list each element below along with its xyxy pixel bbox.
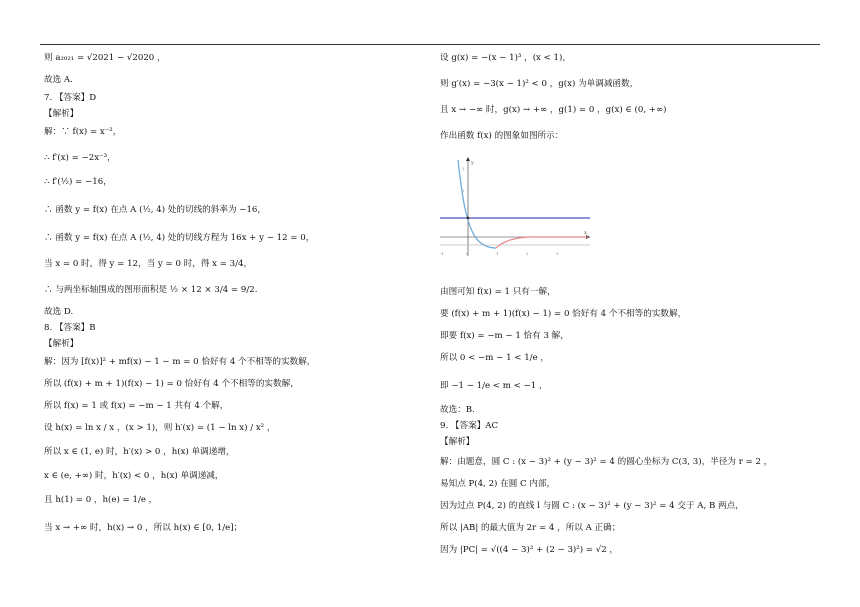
text-line: 即要 f(x) = −m − 1 恰有 3 解， — [440, 331, 569, 341]
text-line: 故选 A. — [44, 75, 73, 85]
text-line: x ∈ (e, +∞) 时，h′(x) < 0 ，h(x) 单调递减， — [44, 471, 224, 481]
intersection-point — [467, 217, 470, 220]
text-line: 要 (f(x) + m + 1)(f(x) − 1) = 0 恰好有 4 个不相等的实数解， — [440, 309, 687, 319]
text-line: 设 h(x) = ln x / x ，(x > 1)，则 h′(x) = (1 − ln x) / x² ， — [44, 423, 276, 433]
tick-label: 3 — [462, 166, 465, 171]
text-line: 则 a₂₀₂₁ = √2021 − √2020 ， — [44, 53, 166, 63]
text-line: ∴ f′(½) = −16， — [44, 177, 112, 187]
text-line: 作出函数 f(x) 的图象如图所示： — [440, 131, 564, 141]
text-line: 所以 (f(x) + m + 1)(f(x) − 1) = 0 恰好有 4 个不相等的实数解， — [44, 379, 299, 389]
text-line: 所以 0 < −m − 1 < 1/e ， — [440, 353, 549, 363]
text-line: ∴ 函数 y = f(x) 在点 A (½, 4) 处的切线的斜率为 −16， — [44, 205, 266, 215]
text-line: 解：因为 [f(x)]² + mf(x) − 1 − m = 0 恰好有 4 个不相等的实数解， — [44, 357, 316, 367]
text-line: 所以 f(x) = 1 或 f(x) = −m − 1 共有 4 个解， — [44, 401, 229, 411]
text-line: 故选：B. — [440, 405, 475, 415]
right-curve — [496, 237, 588, 248]
text-line: 因为 |PC| = √((4 − 3)² + (2 − 3)²) = √2 ， — [440, 545, 619, 555]
text-line: 且 h(1) = 0 ，h(e) = 1/e ， — [44, 495, 158, 505]
header-rule — [40, 44, 820, 45]
tick-label: 0 — [466, 251, 469, 256]
function-graph — [440, 156, 590, 264]
left-curve — [458, 160, 496, 248]
tick-label: -1 — [440, 251, 444, 256]
text-line: 所以 |AB| 的最大值为 2r = 4 ，所以 A 正确； — [440, 523, 621, 533]
y-axis-arrow — [466, 157, 470, 161]
text-line: 7. 【答案】D — [44, 93, 97, 103]
text-line: 解：由题意，圆 C : (x − 3)² + (y − 3)² = 4 的圆心坐标为 C(3, 3)，半径为 r = 2 ， — [440, 457, 773, 467]
text-line: 由图可知 f(x) = 1 只有一解， — [440, 287, 556, 297]
text-line: 易知点 P(4, 2) 在圆 C 内部， — [440, 479, 556, 489]
y-axis-label: y — [471, 160, 474, 166]
text-line: 解：∵ f(x) = x⁻²， — [44, 127, 122, 137]
text-line: 故选 D. — [44, 307, 74, 317]
x-axis-label: x — [584, 230, 587, 236]
tick-label: 2 — [462, 188, 465, 193]
text-line: 且 x → −∞ 时，g(x) → +∞ ，g(1) = 0 ，g(x) ∈ (0, +∞) — [440, 105, 667, 115]
text-line: 所以 x ∈ (1, e) 时，h′(x) > 0 ，h(x) 单调递增， — [44, 447, 235, 457]
text-line: ∴ 与两坐标轴围成的图形面积是 ½ × 12 × 3/4 = 9/2. — [44, 285, 258, 295]
text-line: ∴ 函数 y = f(x) 在点 A (½, 4) 处的切线方程为 16x + y − 12 = 0， — [44, 233, 315, 243]
text-line: 【解析】 — [44, 339, 79, 349]
text-line: 即 −1 − 1/e < m < −1 ， — [440, 381, 548, 391]
tick-label: 3 — [556, 251, 559, 256]
text-line: 【解析】 — [440, 437, 475, 447]
text-line: 8. 【答案】B — [44, 323, 96, 333]
text-line: 【解析】 — [44, 109, 79, 119]
text-line: 当 x = 0 时，得 y = 12，当 y = 0 时，得 x = 3/4， — [44, 259, 253, 269]
text-line: 设 g(x) = −(x − 1)³ ，(x < 1)， — [440, 53, 571, 63]
text-line: 因为过点 P(4, 2) 的直线 l 与圆 C : (x − 3)² + (y − 3)² = 4 交于 A, B 两点， — [440, 501, 744, 511]
tick-label: 1 — [496, 251, 499, 256]
tick-label: 2 — [526, 251, 529, 256]
text-line: 则 g′(x) = −3(x − 1)² < 0 ，g(x) 为单调减函数， — [440, 79, 639, 89]
text-line: 当 x → +∞ 时，h(x) → 0 ，所以 h(x) ∈ [0, 1/e]； — [44, 523, 243, 533]
text-line: 9. 【答案】AC — [440, 421, 499, 431]
text-line: ∴ f′(x) = −2x⁻³， — [44, 153, 116, 163]
